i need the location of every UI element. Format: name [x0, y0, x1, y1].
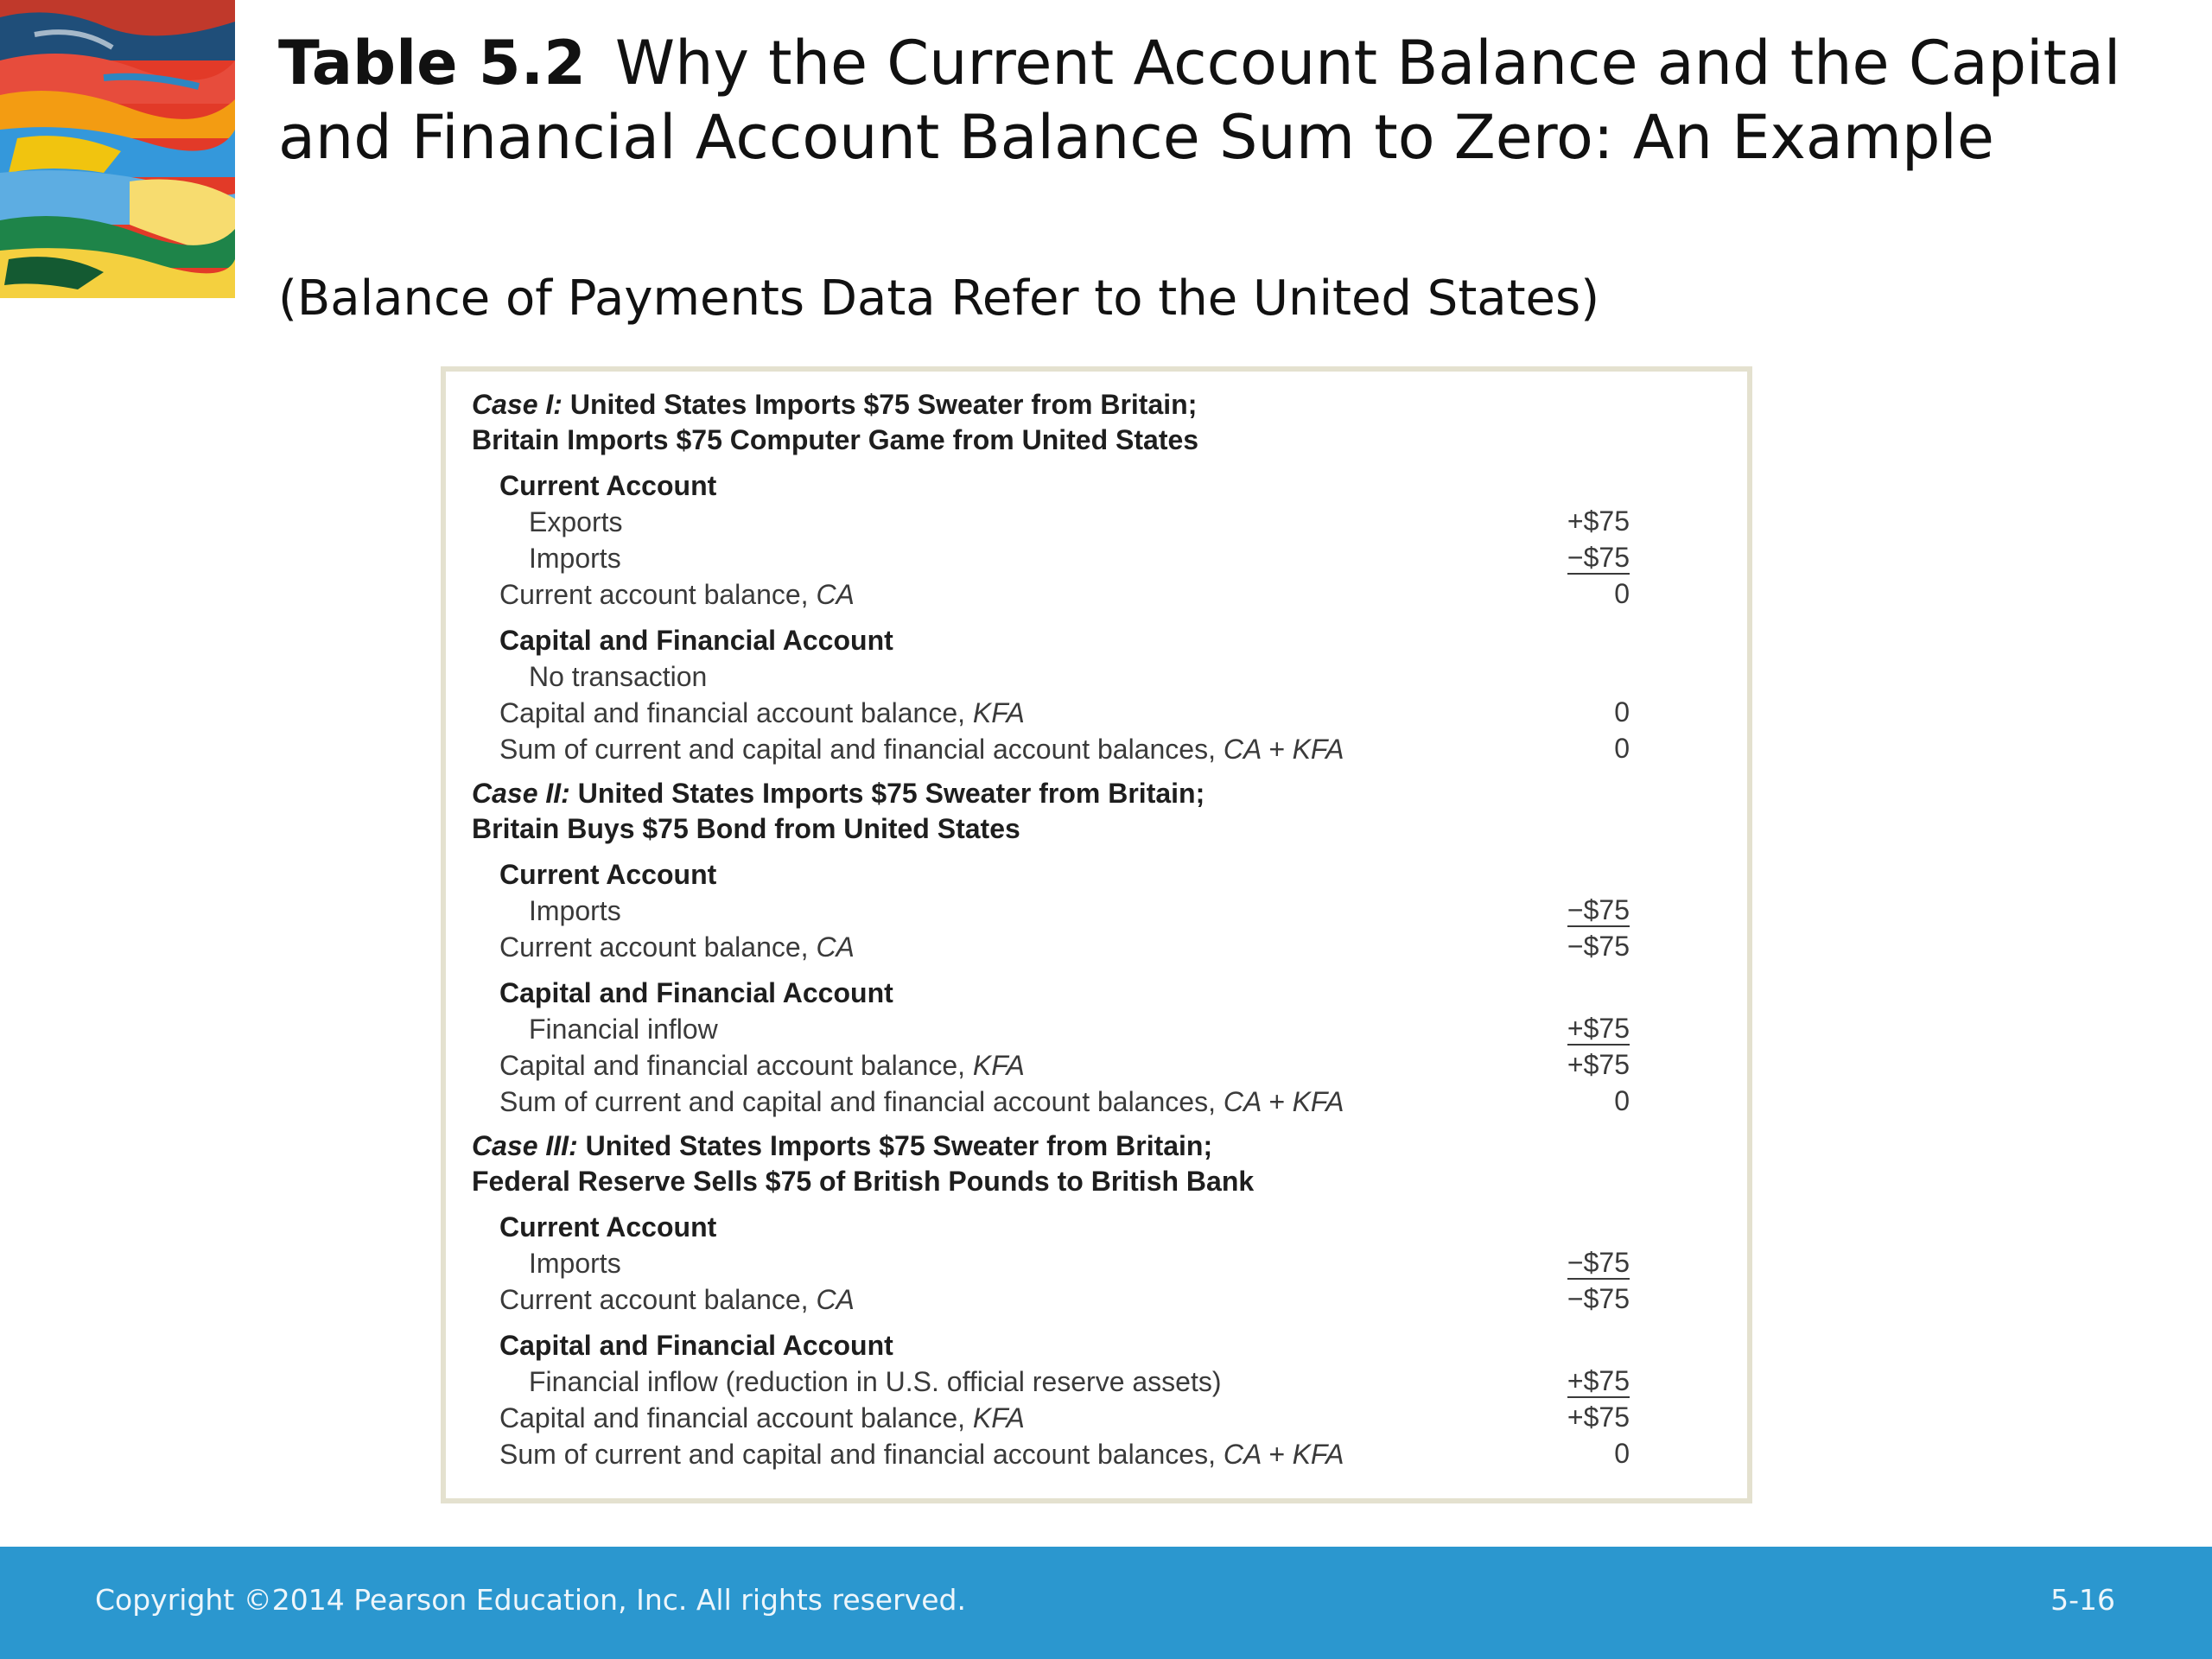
balance-value: −$75	[1567, 931, 1630, 962]
account-item-label: Imports	[529, 543, 621, 574]
balance-label	[499, 1047, 1025, 1084]
current-account-title: Current Account	[499, 470, 717, 501]
account-item-row	[446, 540, 1747, 576]
balance-abbr: KFA	[972, 697, 1025, 728]
sum-label	[499, 1084, 1344, 1120]
account-item-label: Imports	[529, 1248, 621, 1279]
capital-balance-row	[446, 695, 1747, 731]
balance-label-text: Current account balance,	[499, 579, 817, 610]
table-title-text: Why the Current Account Balance and the Capital and Financial Account Balance Sum to Zero: An Example	[278, 28, 2121, 173]
case-heading-line1: United States Imports $75 Sweater from Britain;	[569, 778, 1205, 809]
copyright-text: Copyright ©2014 Pearson Education, Inc. All rights reserved.	[95, 1583, 966, 1617]
balance-abbr: CA	[816, 931, 855, 963]
balance-table	[441, 366, 1752, 1503]
account-item-label: Imports	[529, 895, 621, 926]
sum-abbr: CA + KFA	[1223, 1439, 1344, 1470]
account-item-row	[446, 504, 1747, 540]
balance-abbr: KFA	[972, 1050, 1025, 1081]
sum-label	[499, 731, 1344, 767]
page-number: 5-16	[2050, 1583, 2115, 1617]
sum-label-text: Sum of current and capital and financial account balances,	[499, 734, 1224, 765]
balance-abbr: CA	[816, 579, 855, 610]
balance-label	[499, 1281, 855, 1318]
balance-label-text: Current account balance,	[499, 931, 817, 963]
account-item-row	[446, 1011, 1747, 1047]
capital-account-title: Capital and Financial Account	[499, 625, 893, 656]
sum-value: 0	[1614, 1085, 1630, 1116]
balance-value: +$75	[1567, 1402, 1630, 1433]
sum-value: 0	[1614, 733, 1630, 764]
current-balance-row	[446, 929, 1747, 965]
balance-value: 0	[1614, 696, 1630, 728]
current-balance-row	[446, 1281, 1747, 1318]
account-item-label: Financial inflow	[529, 1014, 718, 1045]
current-balance-row	[446, 576, 1747, 613]
table-number: Table 5.2	[278, 28, 586, 99]
sum-label-text: Sum of current and capital and financial account balances,	[499, 1086, 1224, 1117]
case-heading	[472, 1128, 1747, 1199]
sum-value: 0	[1614, 1438, 1630, 1469]
balance-label	[499, 695, 1025, 731]
account-item-label: Financial inflow (reduction in U.S. official reserve assets)	[529, 1366, 1222, 1397]
case-heading	[472, 776, 1747, 847]
sum-row	[446, 731, 1747, 767]
account-item-row	[446, 1245, 1747, 1281]
account-item-value: −$75	[1567, 1247, 1630, 1278]
footer-bar	[0, 1547, 2212, 1659]
balance-label	[499, 576, 855, 613]
account-item-row	[446, 1363, 1747, 1400]
sum-label-text: Sum of current and capital and financial account balances,	[499, 1439, 1224, 1470]
case-label: Case II:	[472, 778, 570, 809]
slide-title	[278, 26, 2136, 175]
balance-label	[499, 929, 855, 965]
case-heading-line2: Federal Reserve Sells $75 of British Pounds to British Bank	[472, 1166, 1255, 1197]
sum-row	[446, 1436, 1747, 1472]
current-account-title: Current Account	[499, 859, 717, 890]
sum-label	[499, 1436, 1344, 1472]
balance-value: +$75	[1567, 1049, 1630, 1080]
case-heading-line1: United States Imports $75 Sweater from Britain;	[577, 1130, 1213, 1161]
sum-abbr: CA + KFA	[1223, 734, 1344, 765]
capital-account-title: Capital and Financial Account	[499, 977, 893, 1008]
case-heading-line2: Britain Buys $75 Bond from United States	[472, 813, 1020, 844]
account-item-value: +$75	[1567, 505, 1630, 537]
slide-subtitle: (Balance of Payments Data Refer to the United States)	[278, 270, 1600, 327]
case-label: Case III:	[472, 1130, 578, 1161]
balance-label-text: Capital and financial account balance,	[499, 697, 973, 728]
account-item-value: +$75	[1567, 1365, 1630, 1396]
capital-balance-row	[446, 1400, 1747, 1436]
case-label: Case I:	[472, 389, 563, 420]
balance-abbr: CA	[816, 1284, 855, 1315]
balance-label-text: Current account balance,	[499, 1284, 817, 1315]
case-heading-line2: Britain Imports $75 Computer Game from United States	[472, 424, 1199, 455]
balance-label-text: Capital and financial account balance,	[499, 1402, 973, 1433]
case-heading	[472, 387, 1747, 458]
account-item-row	[446, 658, 1747, 695]
balance-label	[499, 1400, 1025, 1436]
sum-row	[446, 1084, 1747, 1120]
balance-value: 0	[1614, 578, 1630, 609]
sum-abbr: CA + KFA	[1223, 1086, 1344, 1117]
case-heading-line1: United States Imports $75 Sweater from Britain;	[562, 389, 1198, 420]
account-item-label: No transaction	[529, 661, 708, 692]
account-item-label: Exports	[529, 506, 623, 537]
capital-balance-row	[446, 1047, 1747, 1084]
balance-value: −$75	[1567, 1283, 1630, 1314]
balance-abbr: KFA	[972, 1402, 1025, 1433]
account-item-value: +$75	[1567, 1013, 1630, 1044]
balance-label-text: Capital and financial account balance,	[499, 1050, 973, 1081]
account-item-value: −$75	[1567, 894, 1630, 925]
current-account-title: Current Account	[499, 1211, 717, 1243]
capital-account-title: Capital and Financial Account	[499, 1330, 893, 1361]
account-item-row	[446, 893, 1747, 929]
account-item-value: −$75	[1567, 542, 1630, 573]
cover-painting-image	[0, 0, 235, 298]
